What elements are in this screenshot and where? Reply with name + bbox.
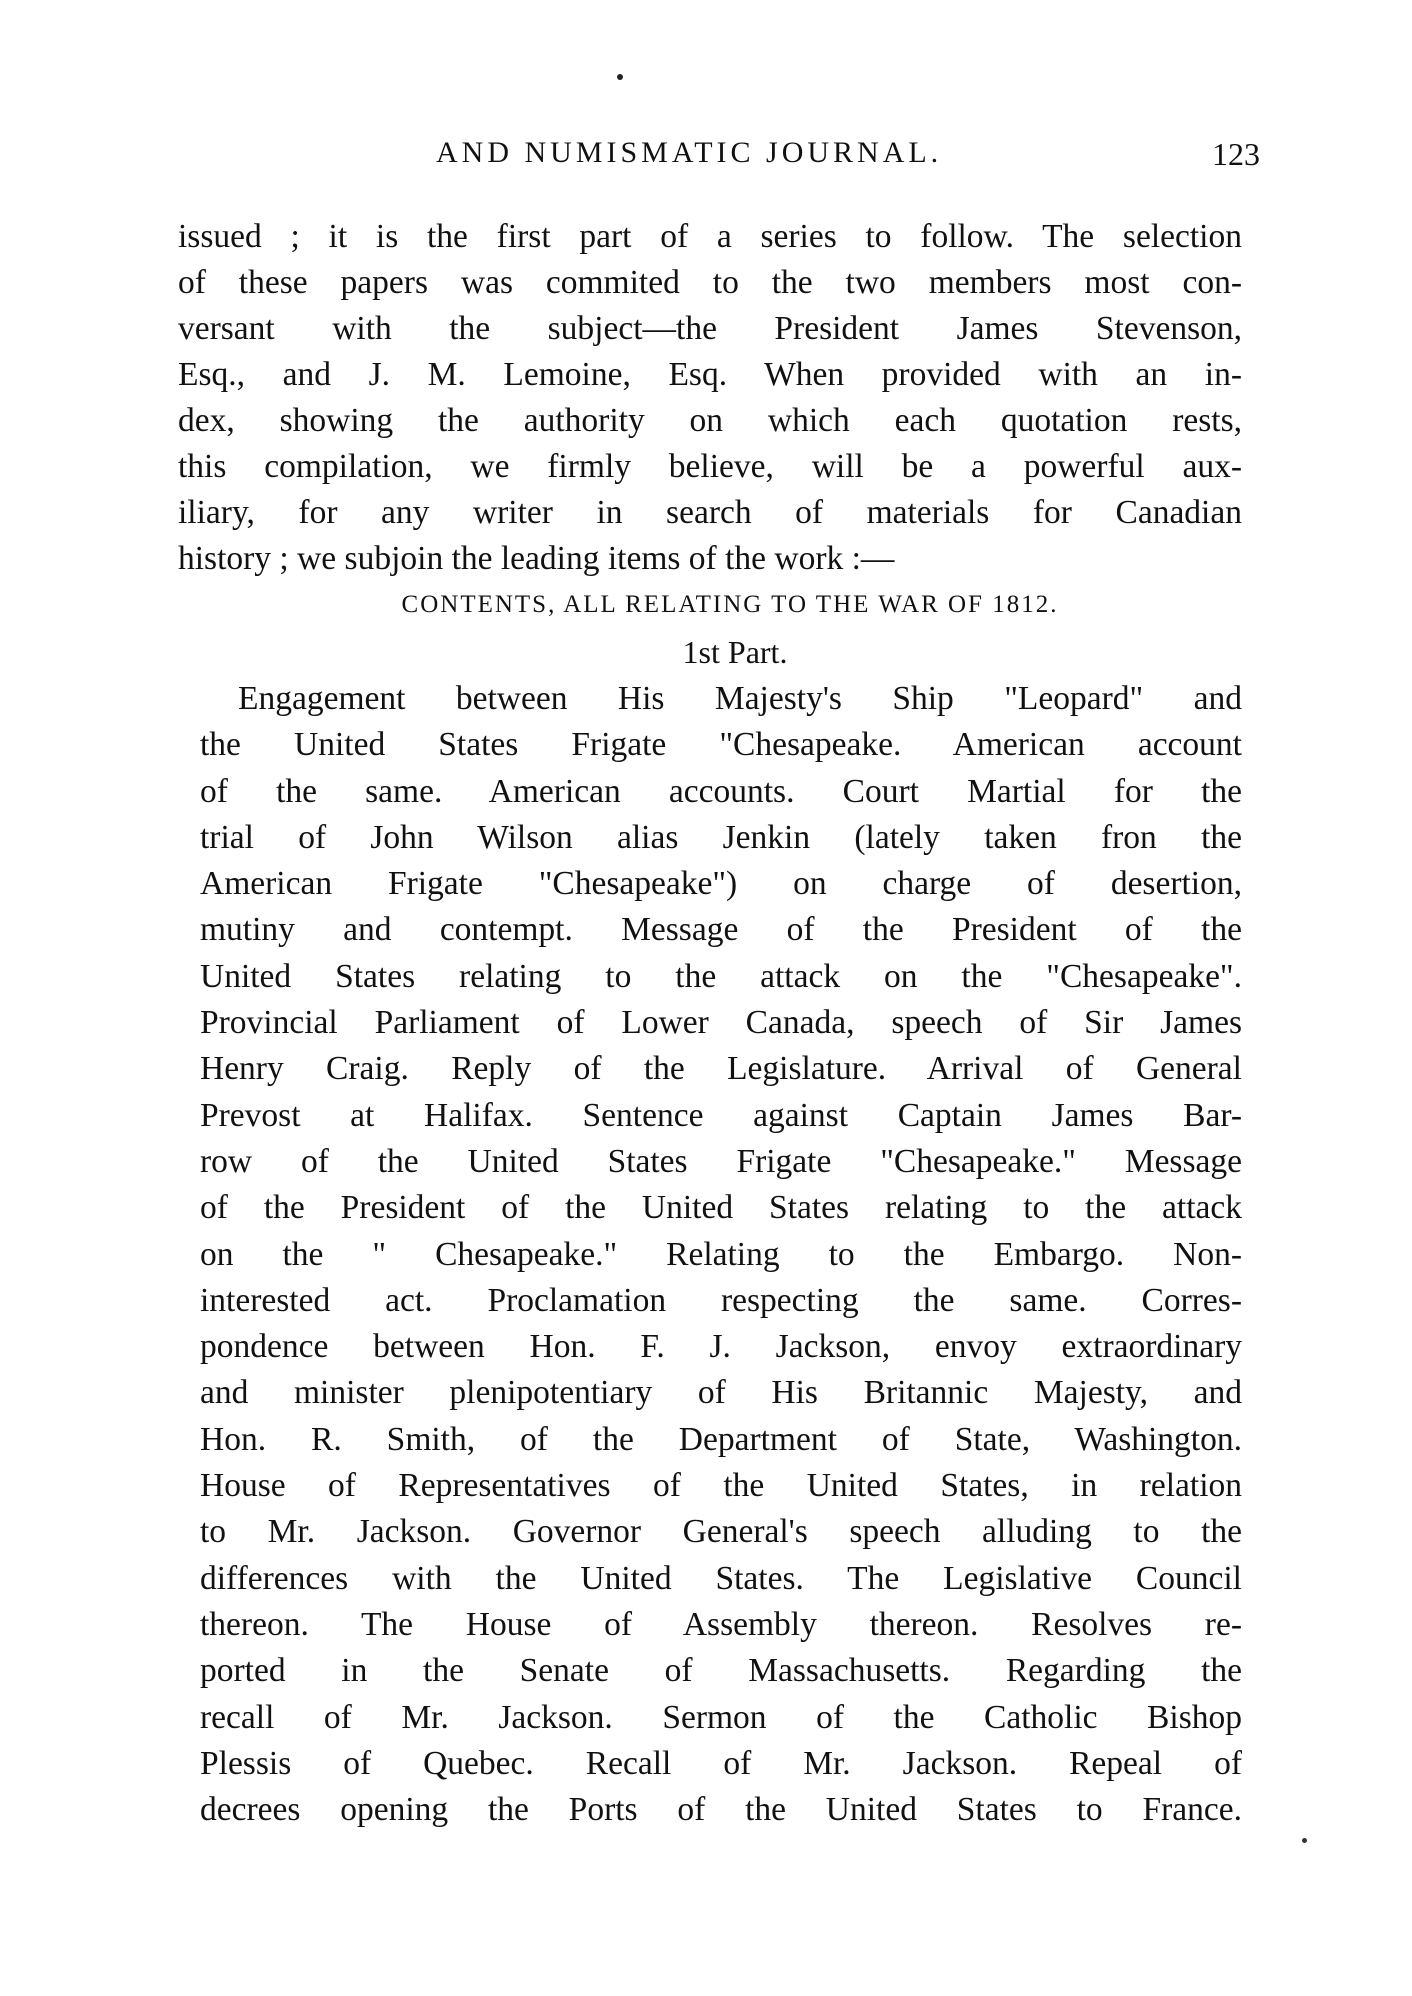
running-title: AND NUMISMATIC JOURNAL.: [436, 136, 943, 169]
text-line: thereon. The House of Assembly thereon. Resolves re-: [200, 1605, 1242, 1643]
text-line: of these papers was commited to the two members most con-: [178, 264, 1242, 301]
text-line: versant with the subject—the President James Stevenson,: [178, 310, 1242, 347]
text-line: of the President of the United States relating to the attack: [200, 1189, 1242, 1227]
text-line: on the " Chesapeake." Relating to the Embargo. Non-: [200, 1235, 1242, 1273]
section-heading: CONTENTS, ALL RELATING TO THE WAR OF 1812.: [401, 591, 1059, 618]
contents-paragraph: [200, 676, 1242, 1833]
text-line: history ; we subjoin the leading items of the work :—: [178, 540, 895, 577]
running-head: [200, 136, 1260, 186]
text-line: differences with the United States. The Legislative Council: [200, 1559, 1242, 1597]
page-number: 123: [1212, 136, 1260, 172]
text-line: Henry Craig. Reply of the Legislature. Arrival of General: [200, 1050, 1242, 1088]
part-heading: 1st Part.: [682, 634, 788, 670]
text-line: pondence between Hon. F. J. Jackson, envoy extraordinary: [200, 1328, 1242, 1366]
text-line: and minister plenipotentiary of His Britannic Majesty, and: [200, 1374, 1242, 1412]
text-line: row of the United States Frigate "Chesapeake." Message: [200, 1142, 1242, 1180]
text-line: decrees opening the Ports of the United States to France.: [200, 1791, 1242, 1829]
text-line: Engagement between His Majesty's Ship "Leopard" and: [238, 680, 1242, 717]
text-line: Plessis of Quebec. Recall of Mr. Jackson. Repeal of: [200, 1744, 1242, 1782]
text-line: ported in the Senate of Massachusetts. Regarding the: [200, 1652, 1242, 1690]
text-line: Prevost at Halifax. Sentence against Captain James Bar-: [200, 1096, 1242, 1134]
text-line: United States relating to the attack on the "Chesapeake".: [200, 957, 1242, 995]
text-line: dex, showing the authority on which each quotation rests,: [178, 402, 1242, 439]
text-line: Esq., and J. M. Lemoine, Esq. When provided with an in-: [178, 356, 1242, 393]
text-line: mutiny and contempt. Message of the President of the: [200, 911, 1242, 949]
ink-speck: [1302, 1838, 1307, 1843]
text-line: American Frigate "Chesapeake") on charge of desertion,: [200, 865, 1242, 903]
intro-paragraph: [178, 214, 1242, 582]
body-text: [178, 214, 1242, 1833]
text-line: Provincial Parliament of Lower Canada, speech of Sir James: [200, 1004, 1242, 1042]
text-line: House of Representatives of the United States, in relation: [200, 1467, 1242, 1505]
text-line: iliary, for any writer in search of materials for Canadian: [178, 494, 1242, 531]
text-line: trial of John Wilson alias Jenkin (lately taken fron the: [200, 818, 1242, 856]
text-line: interested act. Proclamation respecting the same. Corres-: [200, 1281, 1242, 1319]
text-line: this compilation, we firmly believe, will be a powerful aux-: [178, 448, 1242, 485]
text-line: of the same. American accounts. Court Martial for the: [200, 772, 1242, 810]
text-line: to Mr. Jackson. Governor General's speech alluding to the: [200, 1513, 1242, 1551]
text-line: recall of Mr. Jackson. Sermon of the Catholic Bishop: [200, 1698, 1242, 1736]
text-line: the United States Frigate "Chesapeake. American account: [200, 726, 1242, 764]
text-line: issued ; it is the first part of a series to follow. The selection: [178, 218, 1242, 255]
ink-speck: [617, 74, 623, 80]
text-line: Hon. R. Smith, of the Department of State, Washington.: [200, 1420, 1242, 1458]
